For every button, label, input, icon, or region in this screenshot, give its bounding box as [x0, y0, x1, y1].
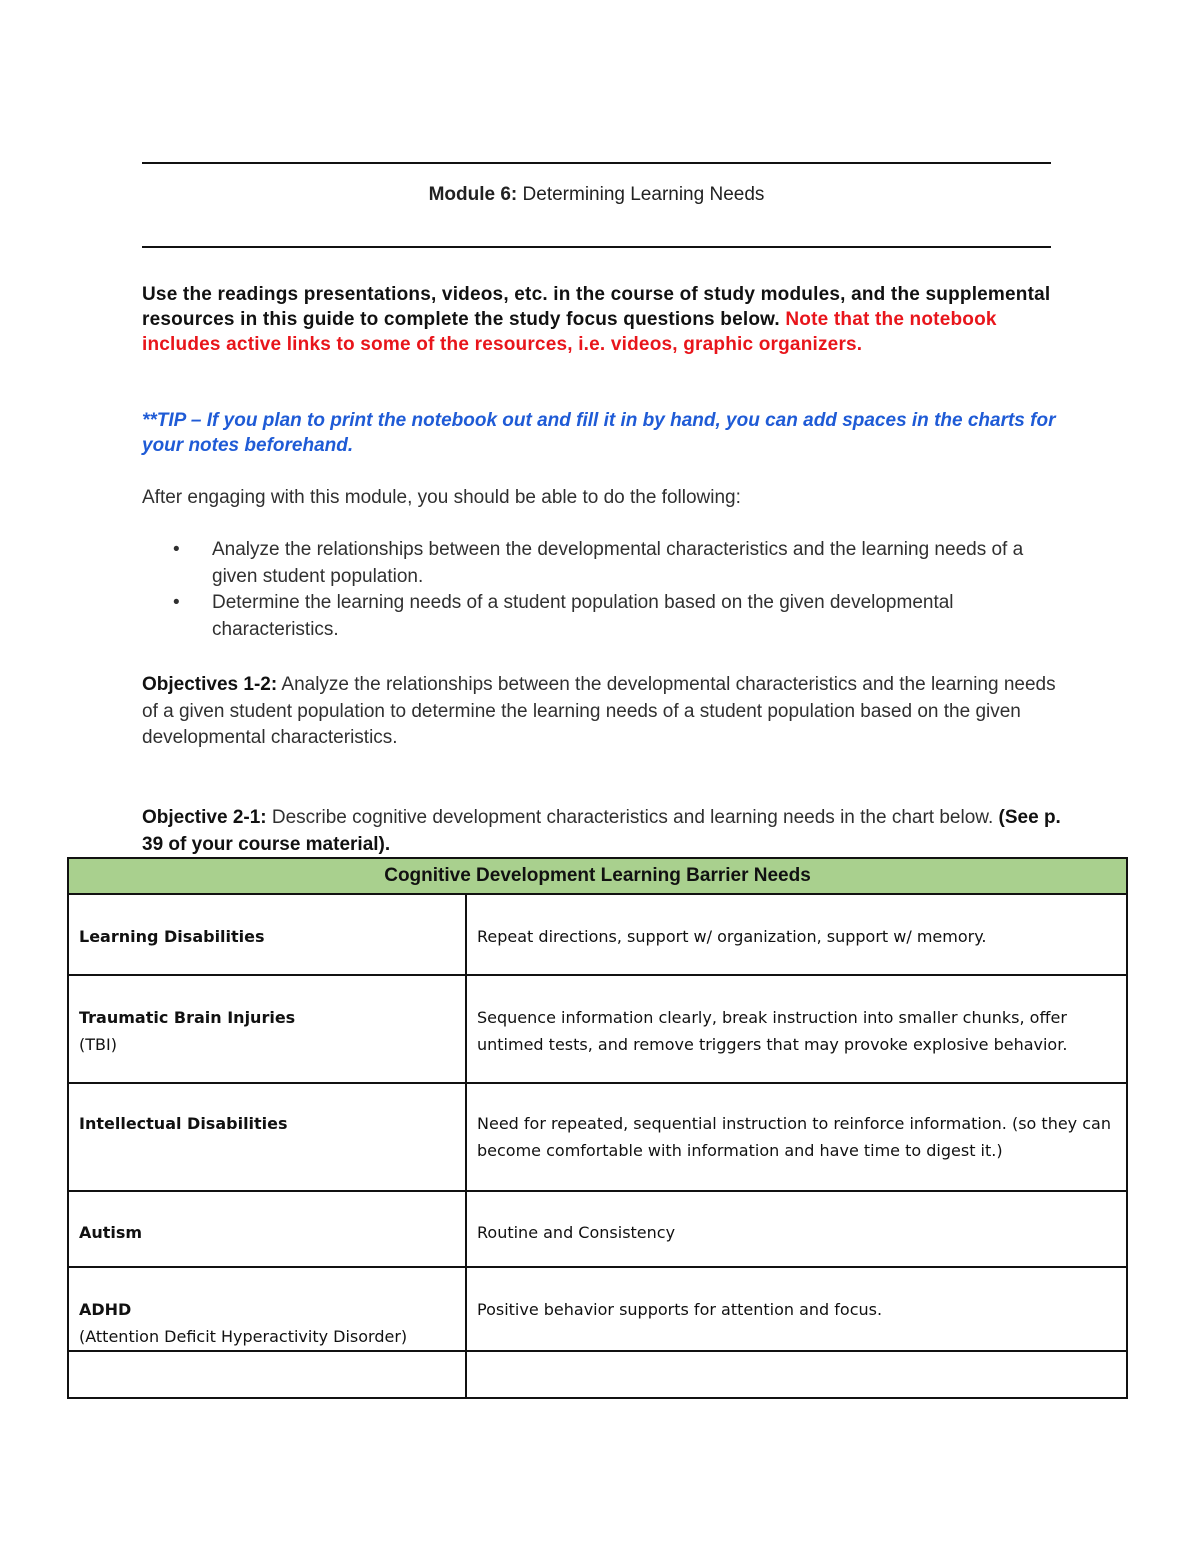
table-row [68, 1191, 1127, 1267]
needs-cell[interactable] [466, 1351, 1127, 1398]
condition-label: Intellectual Disabilities [79, 1114, 288, 1133]
objective-2-1-label: Objective 2-1: [142, 807, 267, 828]
condition-cell[interactable] [68, 1267, 466, 1351]
needs-text: Sequence information clearly, break instruction into smaller chunks, offer untimed tests, and remove triggers that may provoke explosive behavior. [477, 1008, 1068, 1054]
objectives-1-2-paragraph [142, 672, 1062, 752]
needs-cell[interactable] [466, 1083, 1127, 1191]
condition-cell[interactable] [68, 894, 466, 975]
top-divider [142, 162, 1051, 164]
list-item-text: Analyze the relationships between the developmental characteristics and the learning needs of a given student population. [212, 539, 1024, 587]
needs-cell[interactable] [466, 1267, 1127, 1351]
objective-2-1-paragraph [142, 805, 1062, 858]
needs-text: Routine and Consistency [477, 1223, 676, 1242]
page-title [142, 184, 1051, 206]
objective-2-1-text: Describe cognitive development characteristics and learning needs in the chart below. [271, 807, 994, 828]
tip-paragraph: **TIP – If you plan to print the notebook out and fill it in by hand, you can add spaces in the charts for your notes beforehand. [142, 410, 1056, 456]
module-title-text: Determining Learning Needs [522, 184, 765, 205]
list-item-text: Determine the learning needs of a student population based on the given developmental characteristics. [212, 592, 954, 640]
needs-cell[interactable] [466, 894, 1127, 975]
condition-label: Learning Disabilities [79, 927, 265, 946]
condition-cell[interactable] [68, 975, 466, 1083]
learning-outcomes-list [142, 537, 1062, 643]
table-row [68, 894, 1127, 975]
table-row [68, 1083, 1127, 1191]
condition-label: Autism [79, 1223, 143, 1242]
condition-sublabel: (TBI) [79, 1035, 117, 1054]
table-row [68, 1267, 1127, 1351]
chart-title: Cognitive Development Learning Barrier Needs [68, 858, 1127, 894]
condition-sublabel: (Attention Deficit Hyperactivity Disorder) [79, 1327, 408, 1346]
bullet-icon: • [173, 539, 180, 560]
needs-text: Repeat directions, support w/ organization, support w/ memory. [477, 927, 987, 946]
condition-label [69, 1352, 465, 1378]
condition-cell[interactable] [68, 1351, 466, 1398]
module-label: Module 6: [428, 184, 518, 205]
intro-note: Note that the notebook includes active links to some of the resources, i.e. videos, graphic organizers. [142, 309, 997, 355]
learning-needs-chart [67, 857, 1128, 1399]
objectives-1-2-label: Objectives 1-2: [142, 674, 278, 695]
condition-label: Traumatic Brain Injuries [79, 1008, 296, 1027]
bottom-divider [142, 246, 1051, 248]
table-row [68, 975, 1127, 1083]
after-engaging-text: After engaging with this module, you should be able to do the following: [142, 487, 741, 508]
objectives-1-2-text: Analyze the relationships between the developmental characteristics and the learning needs of a given student population to determine the learning needs of a student population based on the given developmental characteristics. [142, 674, 1056, 748]
bullet-icon: • [173, 592, 180, 613]
intro-instructions: Use the readings presentations, videos, etc. in the course of study modules, and the supplemental resources in this guide to complete the study focus questions below. [142, 284, 1051, 330]
intro-paragraph [142, 282, 1062, 357]
condition-cell[interactable] [68, 1083, 466, 1191]
condition-label: ADHD [79, 1300, 132, 1319]
condition-cell[interactable] [68, 1191, 466, 1267]
needs-cell[interactable] [466, 1191, 1127, 1267]
list-item [142, 590, 1062, 643]
needs-text [467, 1352, 1126, 1378]
list-item [142, 537, 1062, 590]
needs-cell[interactable] [466, 975, 1127, 1083]
table-row [68, 1351, 1127, 1398]
needs-text: Need for repeated, sequential instruction to reinforce information. (so they can become comfortable with information and have time to digest it.) [477, 1114, 1111, 1160]
objective-2-1-reference: (See p. 39 of your course material). [142, 807, 1061, 855]
needs-text: Positive behavior supports for attention and focus. [477, 1300, 883, 1319]
